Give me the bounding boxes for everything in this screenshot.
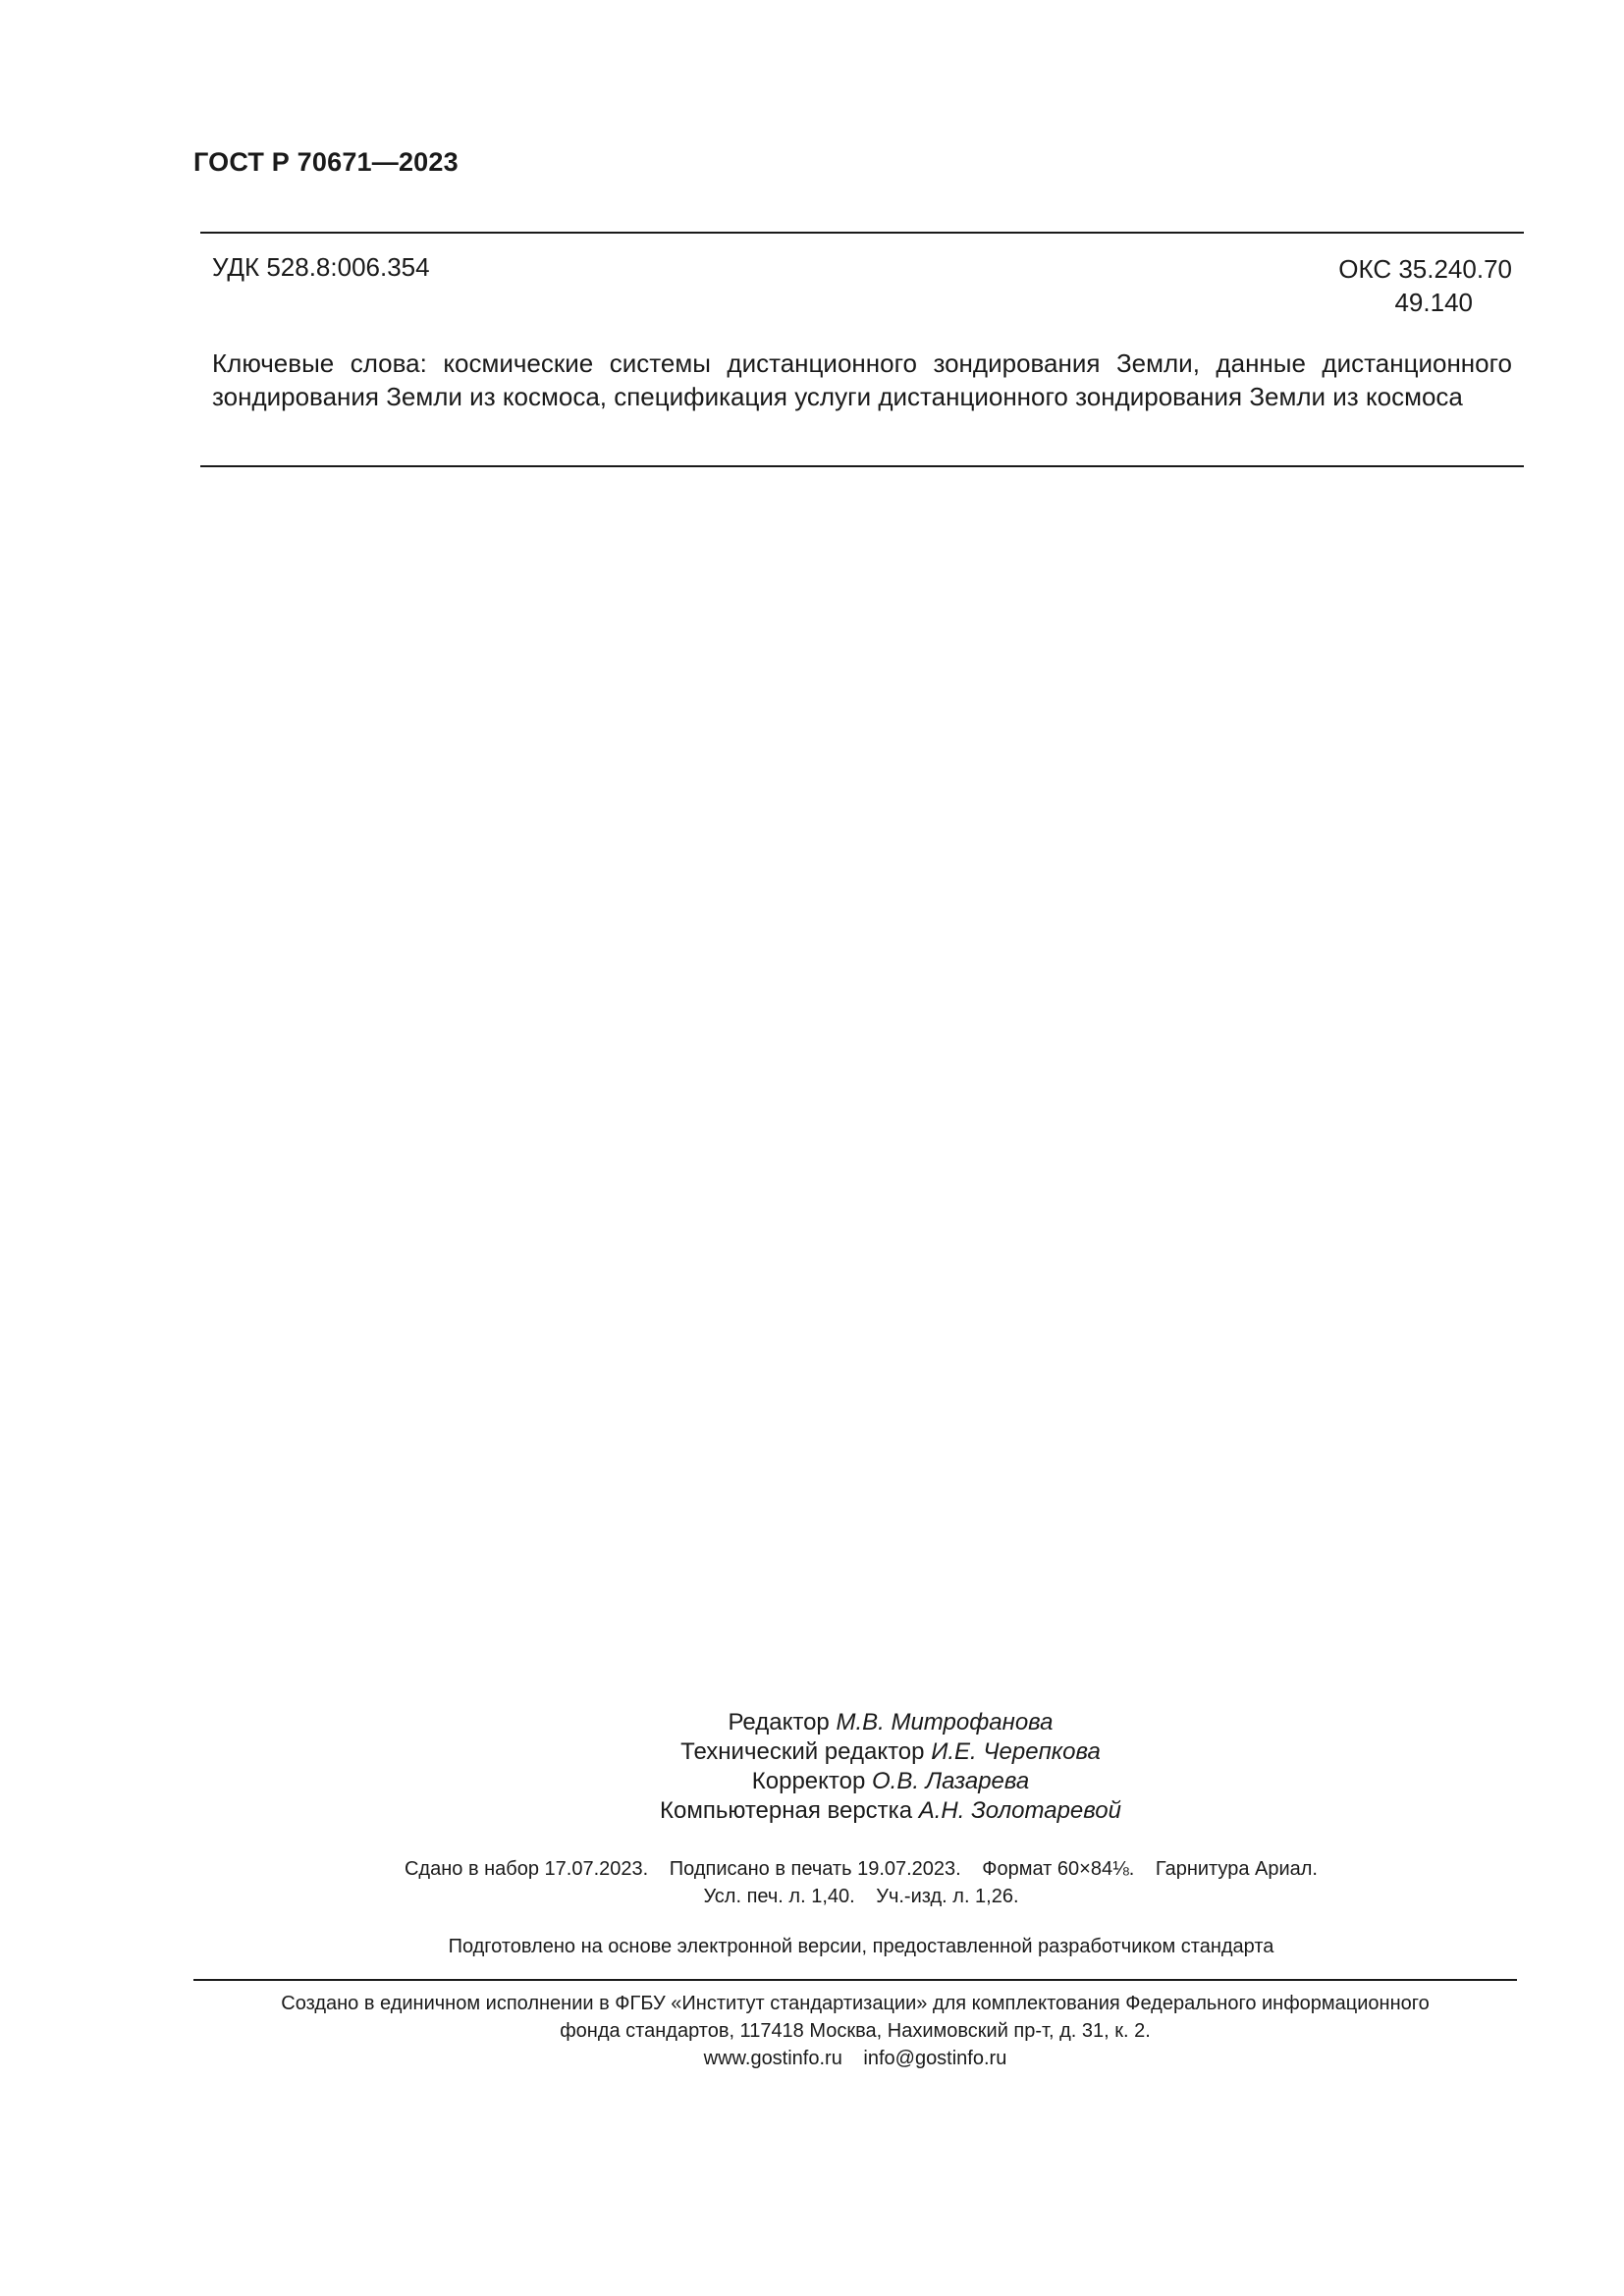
udk-code: УДК 528.8:006.354 [212, 252, 430, 282]
bottom-divider [193, 1979, 1517, 1981]
print-sheets: Усл. печ. л. 1,40. [703, 1886, 855, 1907]
corrector-name: О.В. Лазарева [872, 1768, 1030, 1794]
layout-credit [0, 1796, 1624, 1826]
tech-editor-name: И.Е. Черепкова [931, 1738, 1101, 1765]
paper-format: Формат 60×84⅛. [982, 1858, 1135, 1880]
print-info-block [0, 1855, 1624, 1910]
layout-role: Компьютерная верстка [660, 1797, 913, 1824]
print-info-line-2 [0, 1883, 1624, 1910]
corrector-role: Корректор [751, 1768, 866, 1794]
created-note-line-1: Создано в единичном исполнении в ФГБУ «Институт стандартизации» для комплектования Федерального информационного [281, 1993, 1430, 2014]
editor-role: Редактор [728, 1709, 830, 1735]
standard-code: ГОСТ Р 70671—2023 [193, 147, 459, 177]
website-link[interactable]: www.gostinfo.ru [703, 2048, 842, 2069]
middle-divider [200, 465, 1524, 467]
email-link[interactable]: info@gostinfo.ru [863, 2048, 1007, 2069]
submitted-date: Сдано в набор 17.07.2023. [404, 1858, 649, 1880]
prepared-note: Подготовлено на основе электронной версии, предоставленной разработчиком стандарта [448, 1936, 1274, 1957]
top-divider [200, 232, 1524, 234]
tech-editor-role: Технический редактор [680, 1738, 925, 1765]
oks-code-secondary: 49.140 [1394, 288, 1473, 317]
signed-date: Подписано в печать 19.07.2023. [669, 1858, 961, 1880]
oks-code-primary: ОКС 35.240.70 [1338, 254, 1512, 284]
contact-line [193, 2045, 1517, 2072]
editor-name: М.В. Митрофанова [836, 1709, 1054, 1735]
publisher-sheets: Уч.-изд. л. 1,26. [876, 1886, 1019, 1907]
created-note-line-2: фонда стандартов, 117418 Москва, Нахимовский пр-т, д. 31, к. 2. [560, 2020, 1151, 2042]
created-note-block [193, 1990, 1517, 2072]
oks-codes [1306, 252, 1512, 319]
tech-editor-credit [0, 1737, 1624, 1767]
editor-credit [0, 1708, 1624, 1737]
credits-block [0, 1708, 1624, 1826]
print-info-line-1 [0, 1855, 1624, 1883]
keywords-paragraph: Ключевые слова: космические системы дистанционного зондирования Земли, данные дистанционного зондирования Земли из космоса, спецификация услуги дистанционного зондирования Земли из космоса [212, 348, 1512, 411]
corrector-credit [0, 1767, 1624, 1796]
typeface: Гарнитура Ариал. [1155, 1858, 1318, 1880]
layout-name: А.Н. Золотаревой [918, 1797, 1121, 1824]
